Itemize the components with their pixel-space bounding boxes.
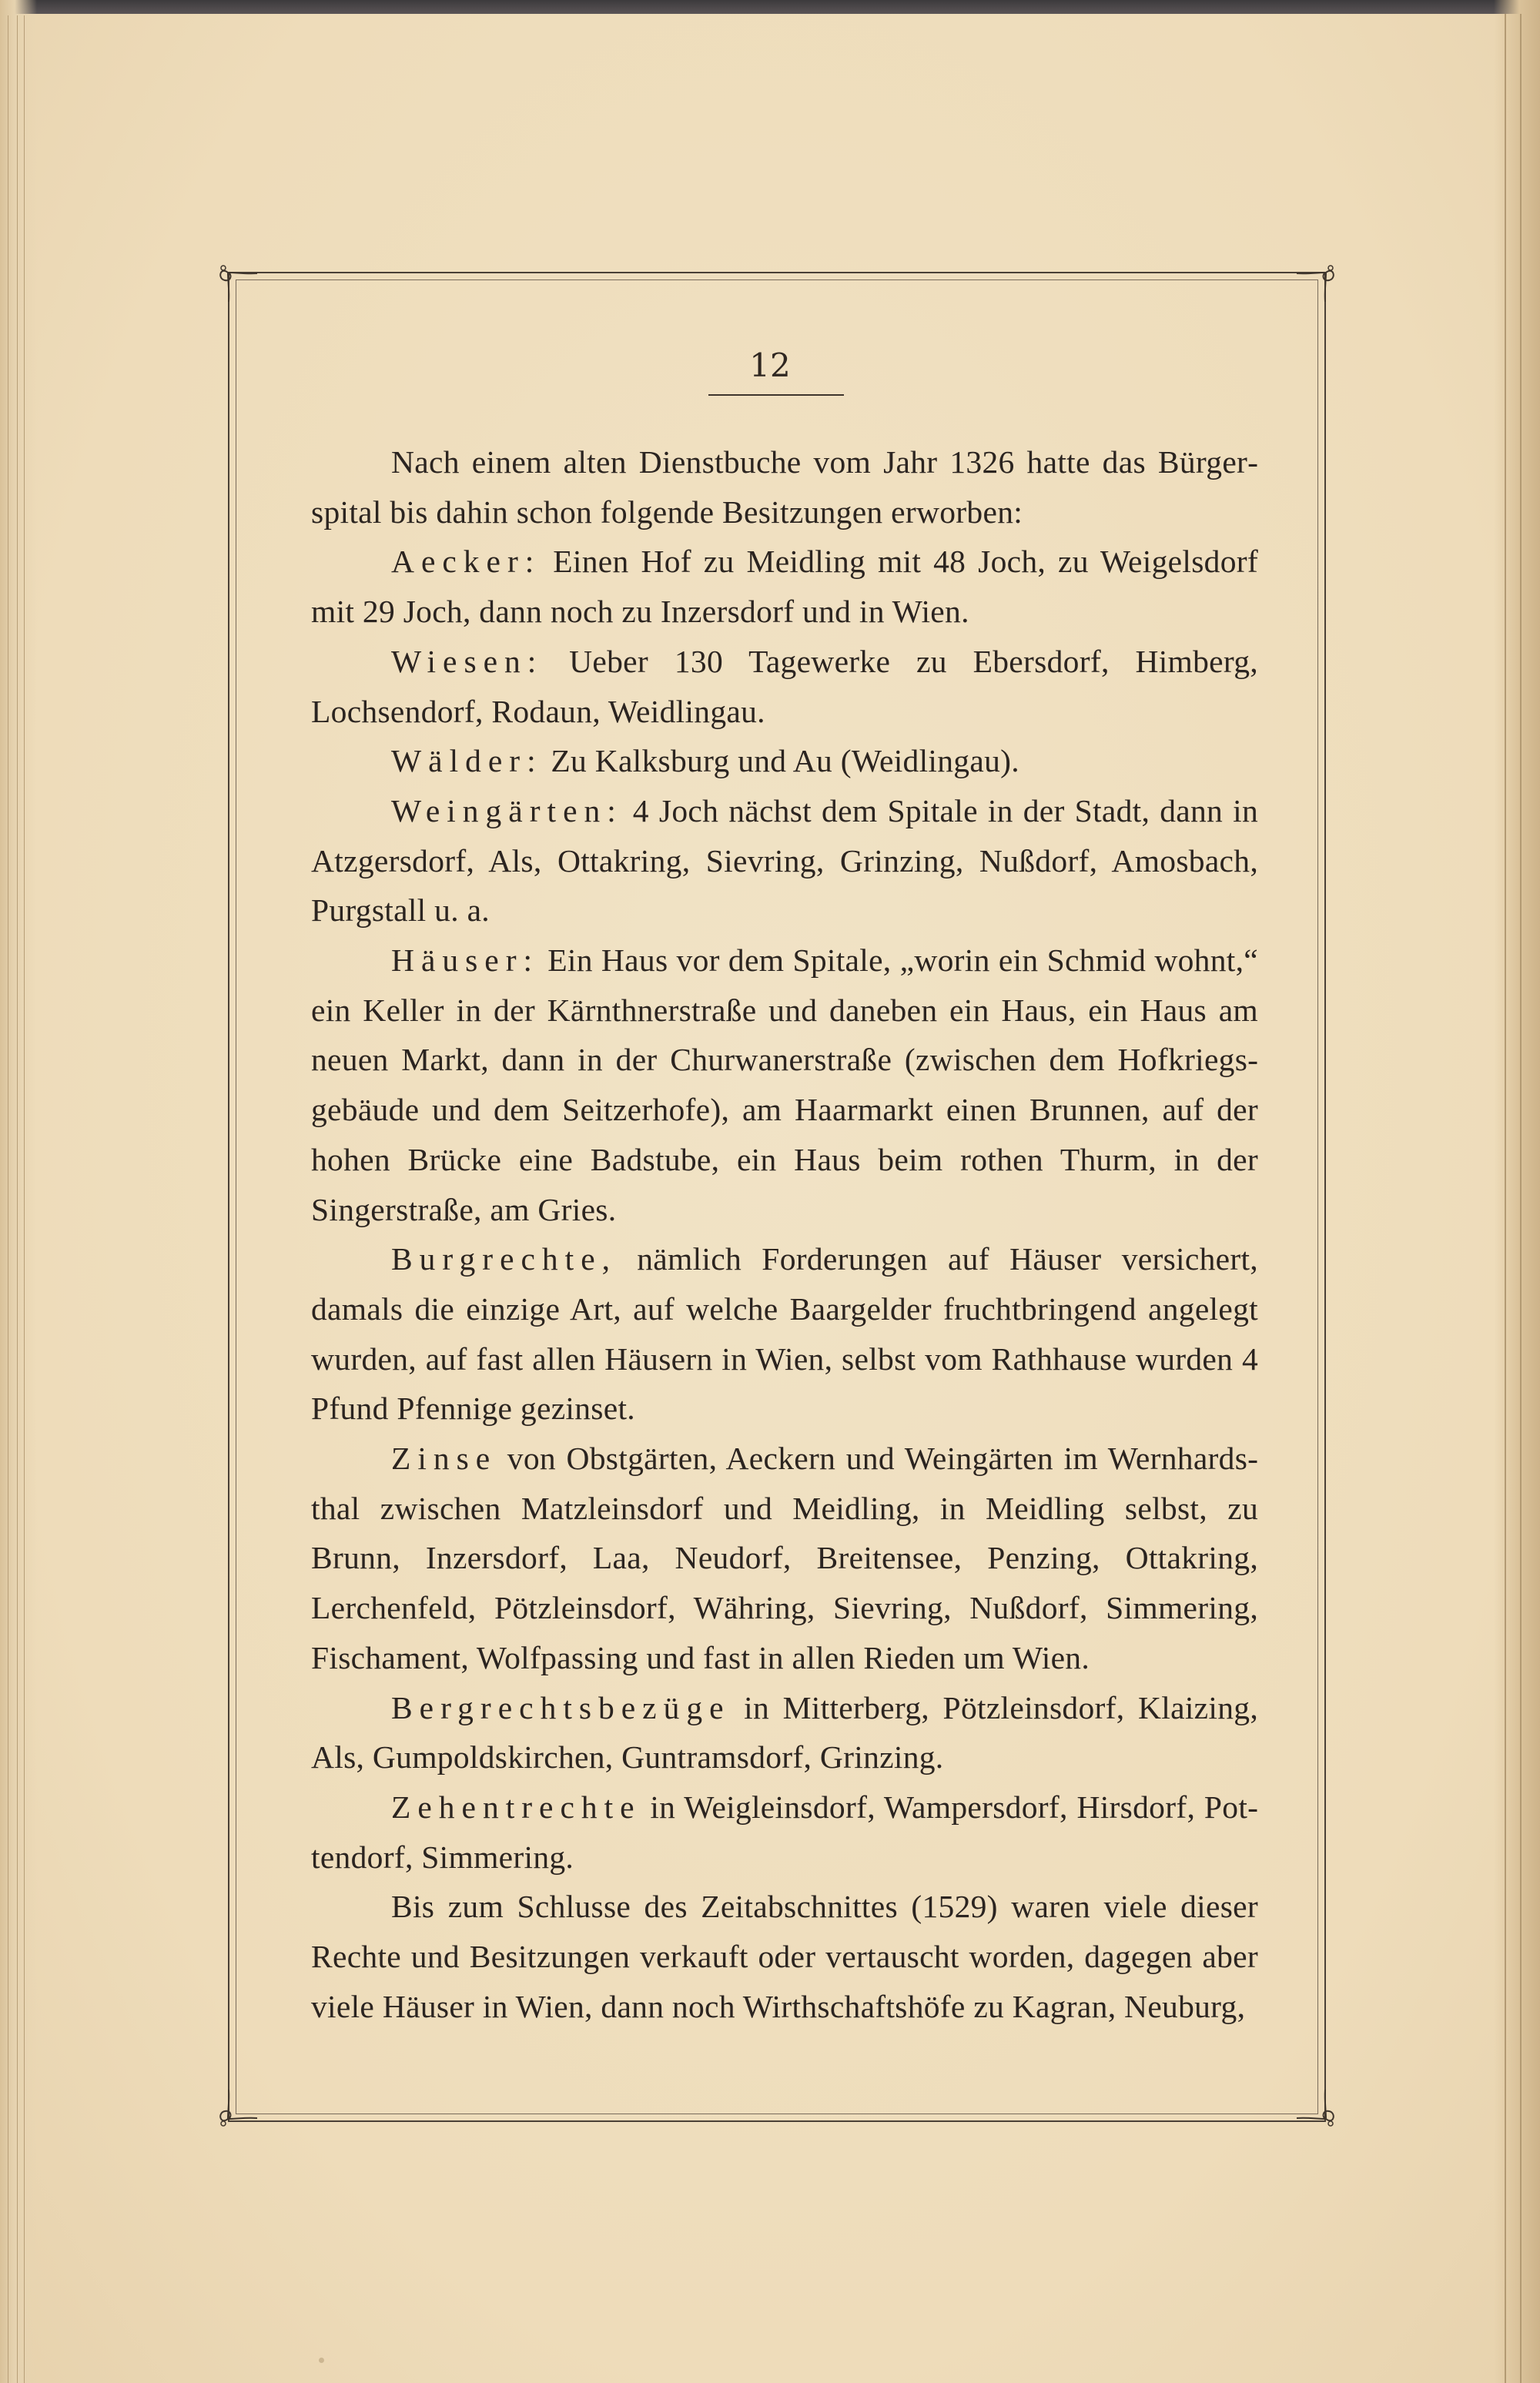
corner-flourish-icon (214, 2087, 260, 2133)
page-number: 12 (749, 346, 791, 384)
paragraph-weingaerten: Weingärten: 4 Joch nächst dem Spitale in der Stadt, dann in Atzgersdorf, Als, Ottakring, Sievring, Grinzing, Nußdorf, Amosbach, Purgstall u. a. (311, 792, 1258, 929)
paragraph-lead: Bergrechtsbezüge (391, 1689, 731, 1725)
body-text (311, 437, 1258, 2032)
paragraph-aecker: Aecker: Einen Hof zu Meidling mit 48 Joch, zu Weigelsdorf mit 29 Joch, dann noch zu Inzersdorf und in Wien. (311, 544, 1258, 630)
paragraph-lead: Burgrechte, (391, 1241, 617, 1277)
paper-speck (319, 2358, 324, 2363)
binding-gutter (0, 0, 37, 2383)
paragraph-lead: Häuser: (391, 942, 540, 979)
paragraph-haeuser: Häuser: Ein Haus vor dem Spitale, „worin ein Schmid wohnt,“ ein Keller in der Kärnthnerstraße und daneben ein Haus, ein Haus am neuen Markt, dann in der Churwanerstraße (zwischen dem Hofkriegsgebäude und dem Seitzerhofe), am Haarmarkt einen Brunnen, auf der hohen Brücke eine Badstube, ein Haus beim rothen Thurm, in der Singerstraße, am Gries. (311, 942, 1258, 1227)
paragraph-closing: Bis zum Schlusse des Zeitabschnittes (1529) waren viele dieser Rechte und Besitzungen verkauft oder vertauscht worden, dagegen aber viele Häuser in Wien, dann noch Wirthschaftshöfe zu Kagran, Neuburg, (311, 1889, 1258, 2024)
paragraph-lead: Wiesen: (391, 643, 544, 679)
page-fore-edge (1494, 0, 1540, 2383)
paragraph-intro: Nach einem alten Dienstbuche vom Jahr 1326 hatte das Bürgerspital bis dahin schon folgende Besitzungen erworben: (311, 444, 1258, 530)
paragraph-burgrechte: Burgrechte, nämlich Forderungen auf Häuser versichert, damals die einzige Art, auf welche Baargelder fruchtbringend angelegt wurden, auf fast allen Häusern in Wien, selbst vom Rathhause wurden 4 Pfund Pfennige gezinset. (311, 1241, 1258, 1427)
corner-flourish-icon (214, 259, 260, 305)
paragraph-zehentrechte: Zehentrechte in Weigleinsdorf, Wampersdorf, Hirsdorf, Pottendorf, Simmering. (311, 1789, 1258, 1875)
page-number-rule (708, 394, 844, 396)
scanner-bed-edge (0, 0, 1540, 14)
corner-flourish-icon (1294, 259, 1340, 305)
paragraph-waelder: Wälder: Zu Kalksburg und Au (Weidlingau). (391, 743, 1019, 779)
paragraph-wiesen: Wiesen: Ueber 130 Tagewerke zu Ebersdorf, Himberg, Lochsendorf, Rodaun, Weidlingau. (311, 643, 1258, 729)
paragraph-zinse: Zinse von Obstgärten, Aeckern und Weingärten im Wernhardsthal zwischen Matzleinsdorf und Meidling, in Meidling selbst, zu Brunn, Inzersdorf, Laa, Neudorf, Breitensee, Penzing, Ottakring, Lerchenfeld, Pötzleinsdorf, Währing, Sievring, Nußdorf, Simmering, Fischament, Wolfpassing und fast in allen Rieden um Wien. (311, 1441, 1258, 1675)
paragraph-lead: Weingärten: (391, 792, 623, 828)
paragraph-lead: Zinse (391, 1441, 497, 1477)
corner-flourish-icon (1294, 2087, 1340, 2133)
paragraph-lead: Zehentrechte (391, 1789, 641, 1825)
paragraph-lead: Aecker: (391, 544, 541, 580)
paragraph-lead: Wälder: (391, 743, 543, 779)
paragraph-bergrechtsbezuege: Bergrechtsbezüge in Mitterberg, Pötzleinsdorf, Klaizing, Als, Gumpoldskirchen, Guntramsdorf, Grinzing. (311, 1689, 1258, 1776)
